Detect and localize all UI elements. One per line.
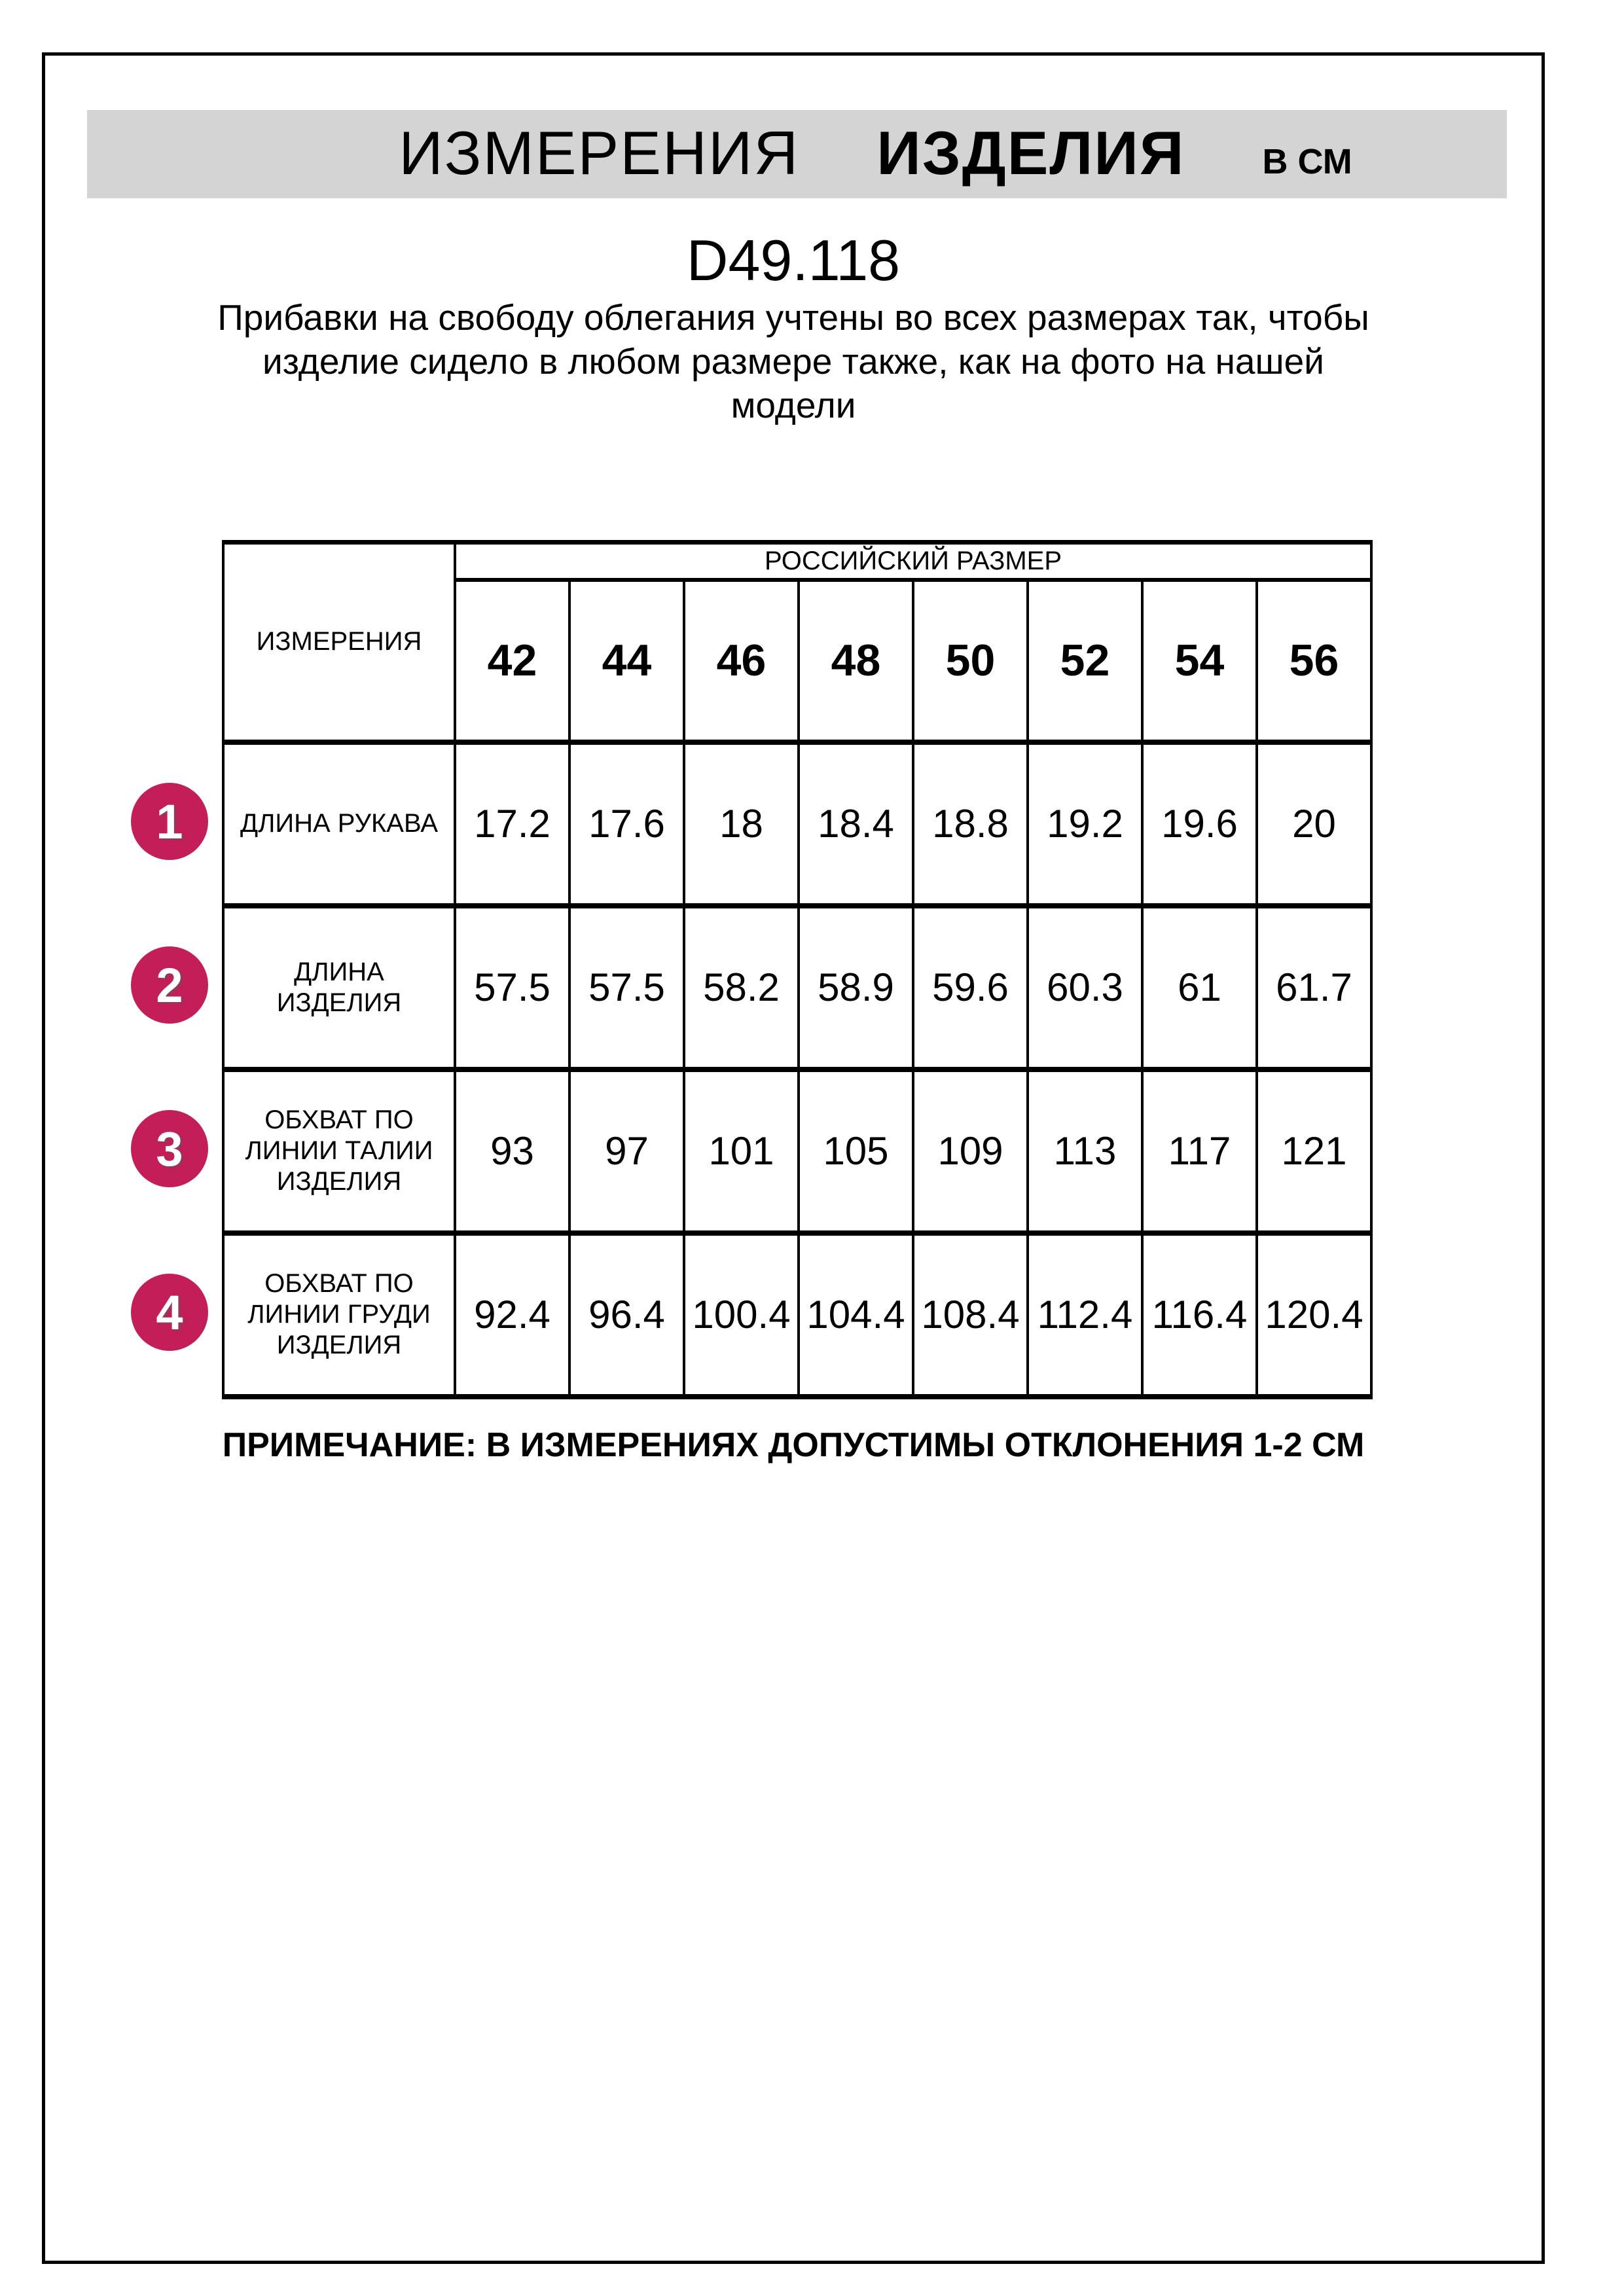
measurement-value: 59.6	[913, 906, 1028, 1069]
measurement-value: 104.4	[799, 1233, 913, 1397]
measurement-value: 18.4	[799, 742, 913, 906]
measurement-value: 116.4	[1142, 1233, 1257, 1397]
measurement-value: 113	[1028, 1069, 1142, 1233]
size-column-48: 48	[799, 580, 913, 742]
measurement-value: 57.5	[569, 906, 684, 1069]
row-label: ДЛИНА РУКАВА	[223, 742, 455, 906]
row-label: ОБХВАТ ПО ЛИНИИ ГРУДИ ИЗДЕЛИЯ	[223, 1233, 455, 1397]
measurement-value: 17.2	[455, 742, 569, 906]
measurement-value: 92.4	[455, 1233, 569, 1397]
measurement-value: 58.2	[684, 906, 799, 1069]
table-row-waist-girth	[223, 1069, 1371, 1233]
measurement-value: 61	[1142, 906, 1257, 1069]
size-table	[222, 540, 1373, 1399]
measurement-value: 120.4	[1257, 1233, 1371, 1397]
size-column-56: 56	[1257, 580, 1371, 742]
measurement-value: 101	[684, 1069, 799, 1233]
measurements-column-header: ИЗМЕРЕНИЯ	[223, 543, 455, 742]
measurement-value: 100.4	[684, 1233, 799, 1397]
measurement-value: 58.9	[799, 906, 913, 1069]
measurement-value: 19.6	[1142, 742, 1257, 906]
measurement-value: 18.8	[913, 742, 1028, 906]
row-number-badge-1: 1	[131, 783, 208, 860]
measurement-value: 105	[799, 1069, 913, 1233]
table-header-row	[223, 543, 1371, 580]
size-column-50: 50	[913, 580, 1028, 742]
row-label: ОБХВАТ ПО ЛИНИИ ТАЛИИ ИЗДЕЛИЯ	[223, 1069, 455, 1233]
measurement-value: 17.6	[569, 742, 684, 906]
size-column-52: 52	[1028, 580, 1142, 742]
measurement-value: 117	[1142, 1069, 1257, 1233]
measurement-value: 121	[1257, 1069, 1371, 1233]
size-column-42: 42	[455, 580, 569, 742]
title-word-measurements: ИЗМЕРЕНИЯ	[399, 118, 800, 187]
tolerance-note: ПРИМЕЧАНИЕ: В ИЗМЕРЕНИЯХ ДОПУСТИМЫ ОТКЛОНЕНИЯ 1-2 СМ	[222, 1426, 1365, 1464]
size-column-54: 54	[1142, 580, 1257, 742]
fit-description-line: Прибавки на свободу облегания учтены во всех размерах так, чтобы	[217, 297, 1369, 338]
measurement-value: 18	[684, 742, 799, 906]
measurement-value: 57.5	[455, 906, 569, 1069]
measurement-value: 19.2	[1028, 742, 1142, 906]
measurement-value: 109	[913, 1069, 1028, 1233]
size-column-46: 46	[684, 580, 799, 742]
measurement-value: 20	[1257, 742, 1371, 906]
title-word-product: ИЗДЕЛИЯ	[876, 118, 1185, 187]
measurement-value: 61.7	[1257, 906, 1371, 1069]
measurement-value: 97	[569, 1069, 684, 1233]
row-label: ДЛИНА ИЗДЕЛИЯ	[223, 906, 455, 1069]
russian-size-header: РОССИЙСКИЙ РАЗМЕР	[455, 543, 1371, 580]
measurement-value: 93	[455, 1069, 569, 1233]
fit-description-line: изделие сидело в любом размере также, как на фото на нашей	[262, 341, 1324, 382]
fit-description-line: модели	[731, 385, 856, 425]
title-bar	[87, 110, 1507, 198]
title-unit-cm: В СМ	[1262, 142, 1352, 181]
fit-description	[42, 296, 1545, 427]
row-number-badge-4: 4	[131, 1274, 208, 1351]
row-number-badge-3: 3	[131, 1110, 208, 1187]
measurement-value: 108.4	[913, 1233, 1028, 1397]
row-number-badge-2: 2	[131, 946, 208, 1024]
table-row-garment-length	[223, 906, 1371, 1069]
size-column-44: 44	[569, 580, 684, 742]
model-code: D49.118	[686, 228, 901, 293]
table-row-sleeve-length	[223, 742, 1371, 906]
measurement-value: 112.4	[1028, 1233, 1142, 1397]
measurement-value: 96.4	[569, 1233, 684, 1397]
measurement-value: 60.3	[1028, 906, 1142, 1069]
table-row-chest-girth	[223, 1233, 1371, 1397]
